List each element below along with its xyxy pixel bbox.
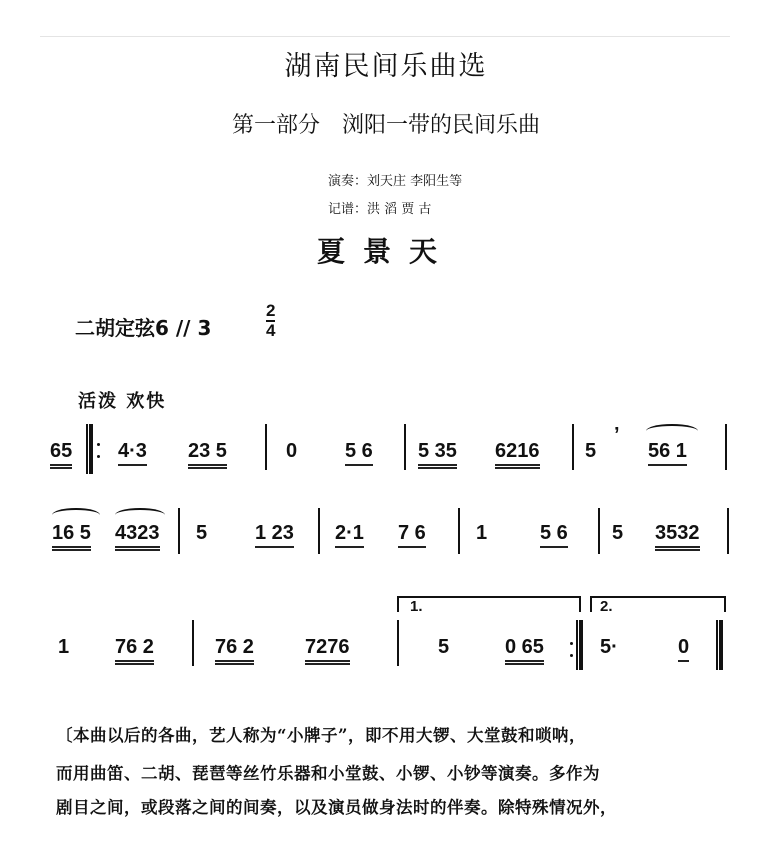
tempo-marking: 活泼 欢快 — [78, 391, 167, 412]
barline — [397, 620, 399, 666]
note-group: 5 — [585, 440, 597, 462]
slur — [52, 508, 100, 522]
note-group: 1 — [58, 636, 70, 658]
note-group: 0 — [286, 440, 298, 462]
note-text-line: 〔本曲以后的各曲，艺人称为“小牌子”，即不用大锣、大堂鼓和唢呐， — [56, 726, 586, 745]
repeat-dot — [97, 443, 100, 446]
note-group: 2·1 — [335, 522, 364, 548]
note-group: 7 6 — [398, 522, 426, 548]
note-group: 5· — [600, 636, 618, 658]
performers: 演奏：刘天庄 李阳生等 — [328, 174, 463, 189]
time-bottom: 4 — [266, 321, 276, 340]
note-group: 5 6 — [540, 522, 568, 548]
transcribers: 记谱：洪 滔 贾 古 — [328, 202, 432, 217]
note-group: 1 — [476, 522, 488, 544]
note-text-line: 而用曲笛、二胡、琵琶等丝竹乐器和小堂鼓、小锣、小钞等演奏。多作为 — [56, 764, 600, 783]
note-text-line: 剧目之间，或段落之间的间奏，以及演员做身法时的伴奏。除特殊情况外， — [56, 798, 617, 817]
note-group: 5 — [612, 522, 624, 544]
time-top: 2 — [266, 301, 276, 320]
note-group: 1 23 — [255, 522, 294, 548]
barline — [598, 508, 600, 554]
note-group: 5 35 — [418, 440, 457, 469]
repeat-dot — [570, 654, 573, 657]
top-divider — [40, 36, 730, 37]
note-group: 56 1 — [648, 440, 687, 466]
barline — [178, 508, 180, 554]
note-group: 4323 — [115, 522, 160, 551]
barline — [727, 508, 729, 554]
barline — [318, 508, 320, 554]
first-ending-bracket — [397, 596, 581, 612]
note-group: 76 2 — [115, 636, 154, 665]
note-group: 4·3 — [118, 440, 147, 466]
first-ending-label: 1. — [410, 598, 423, 615]
note-group: 76 2 — [215, 636, 254, 665]
slur — [646, 424, 698, 438]
repeat-dot — [570, 642, 573, 645]
repeat-end-barline — [576, 620, 583, 670]
book-title: 湖南民间乐曲选 — [284, 51, 488, 82]
final-barline — [716, 620, 723, 670]
note-group: 7276 — [305, 636, 350, 665]
barline — [572, 424, 574, 470]
time-signature — [266, 302, 275, 340]
barline — [458, 508, 460, 554]
note-group: 0 — [678, 636, 689, 662]
repeat-start-barline — [86, 424, 93, 474]
note-group: 23 5 — [188, 440, 227, 469]
note-group: 5 — [438, 636, 450, 658]
note-group: 3532 — [655, 522, 700, 551]
breath-mark: ’ — [614, 424, 620, 446]
section-title: 第一部分 浏阳一带的民间乐曲 — [231, 113, 540, 138]
barline — [404, 424, 406, 470]
barline — [265, 424, 267, 470]
note-group: 65 — [50, 440, 72, 469]
slur — [115, 508, 165, 522]
barline — [192, 620, 194, 666]
note-group: 0 65 — [505, 636, 544, 665]
tuning: 二胡定弦6 // 3 — [75, 316, 212, 340]
note-group: 5 — [196, 522, 208, 544]
note-group: 16 5 — [52, 522, 91, 551]
piece-title: 夏景天 — [316, 235, 455, 268]
second-ending-label: 2. — [600, 598, 613, 615]
note-group: 5 6 — [345, 440, 373, 466]
barline — [725, 424, 727, 470]
note-group: 6216 — [495, 440, 540, 469]
repeat-dot — [97, 455, 100, 458]
